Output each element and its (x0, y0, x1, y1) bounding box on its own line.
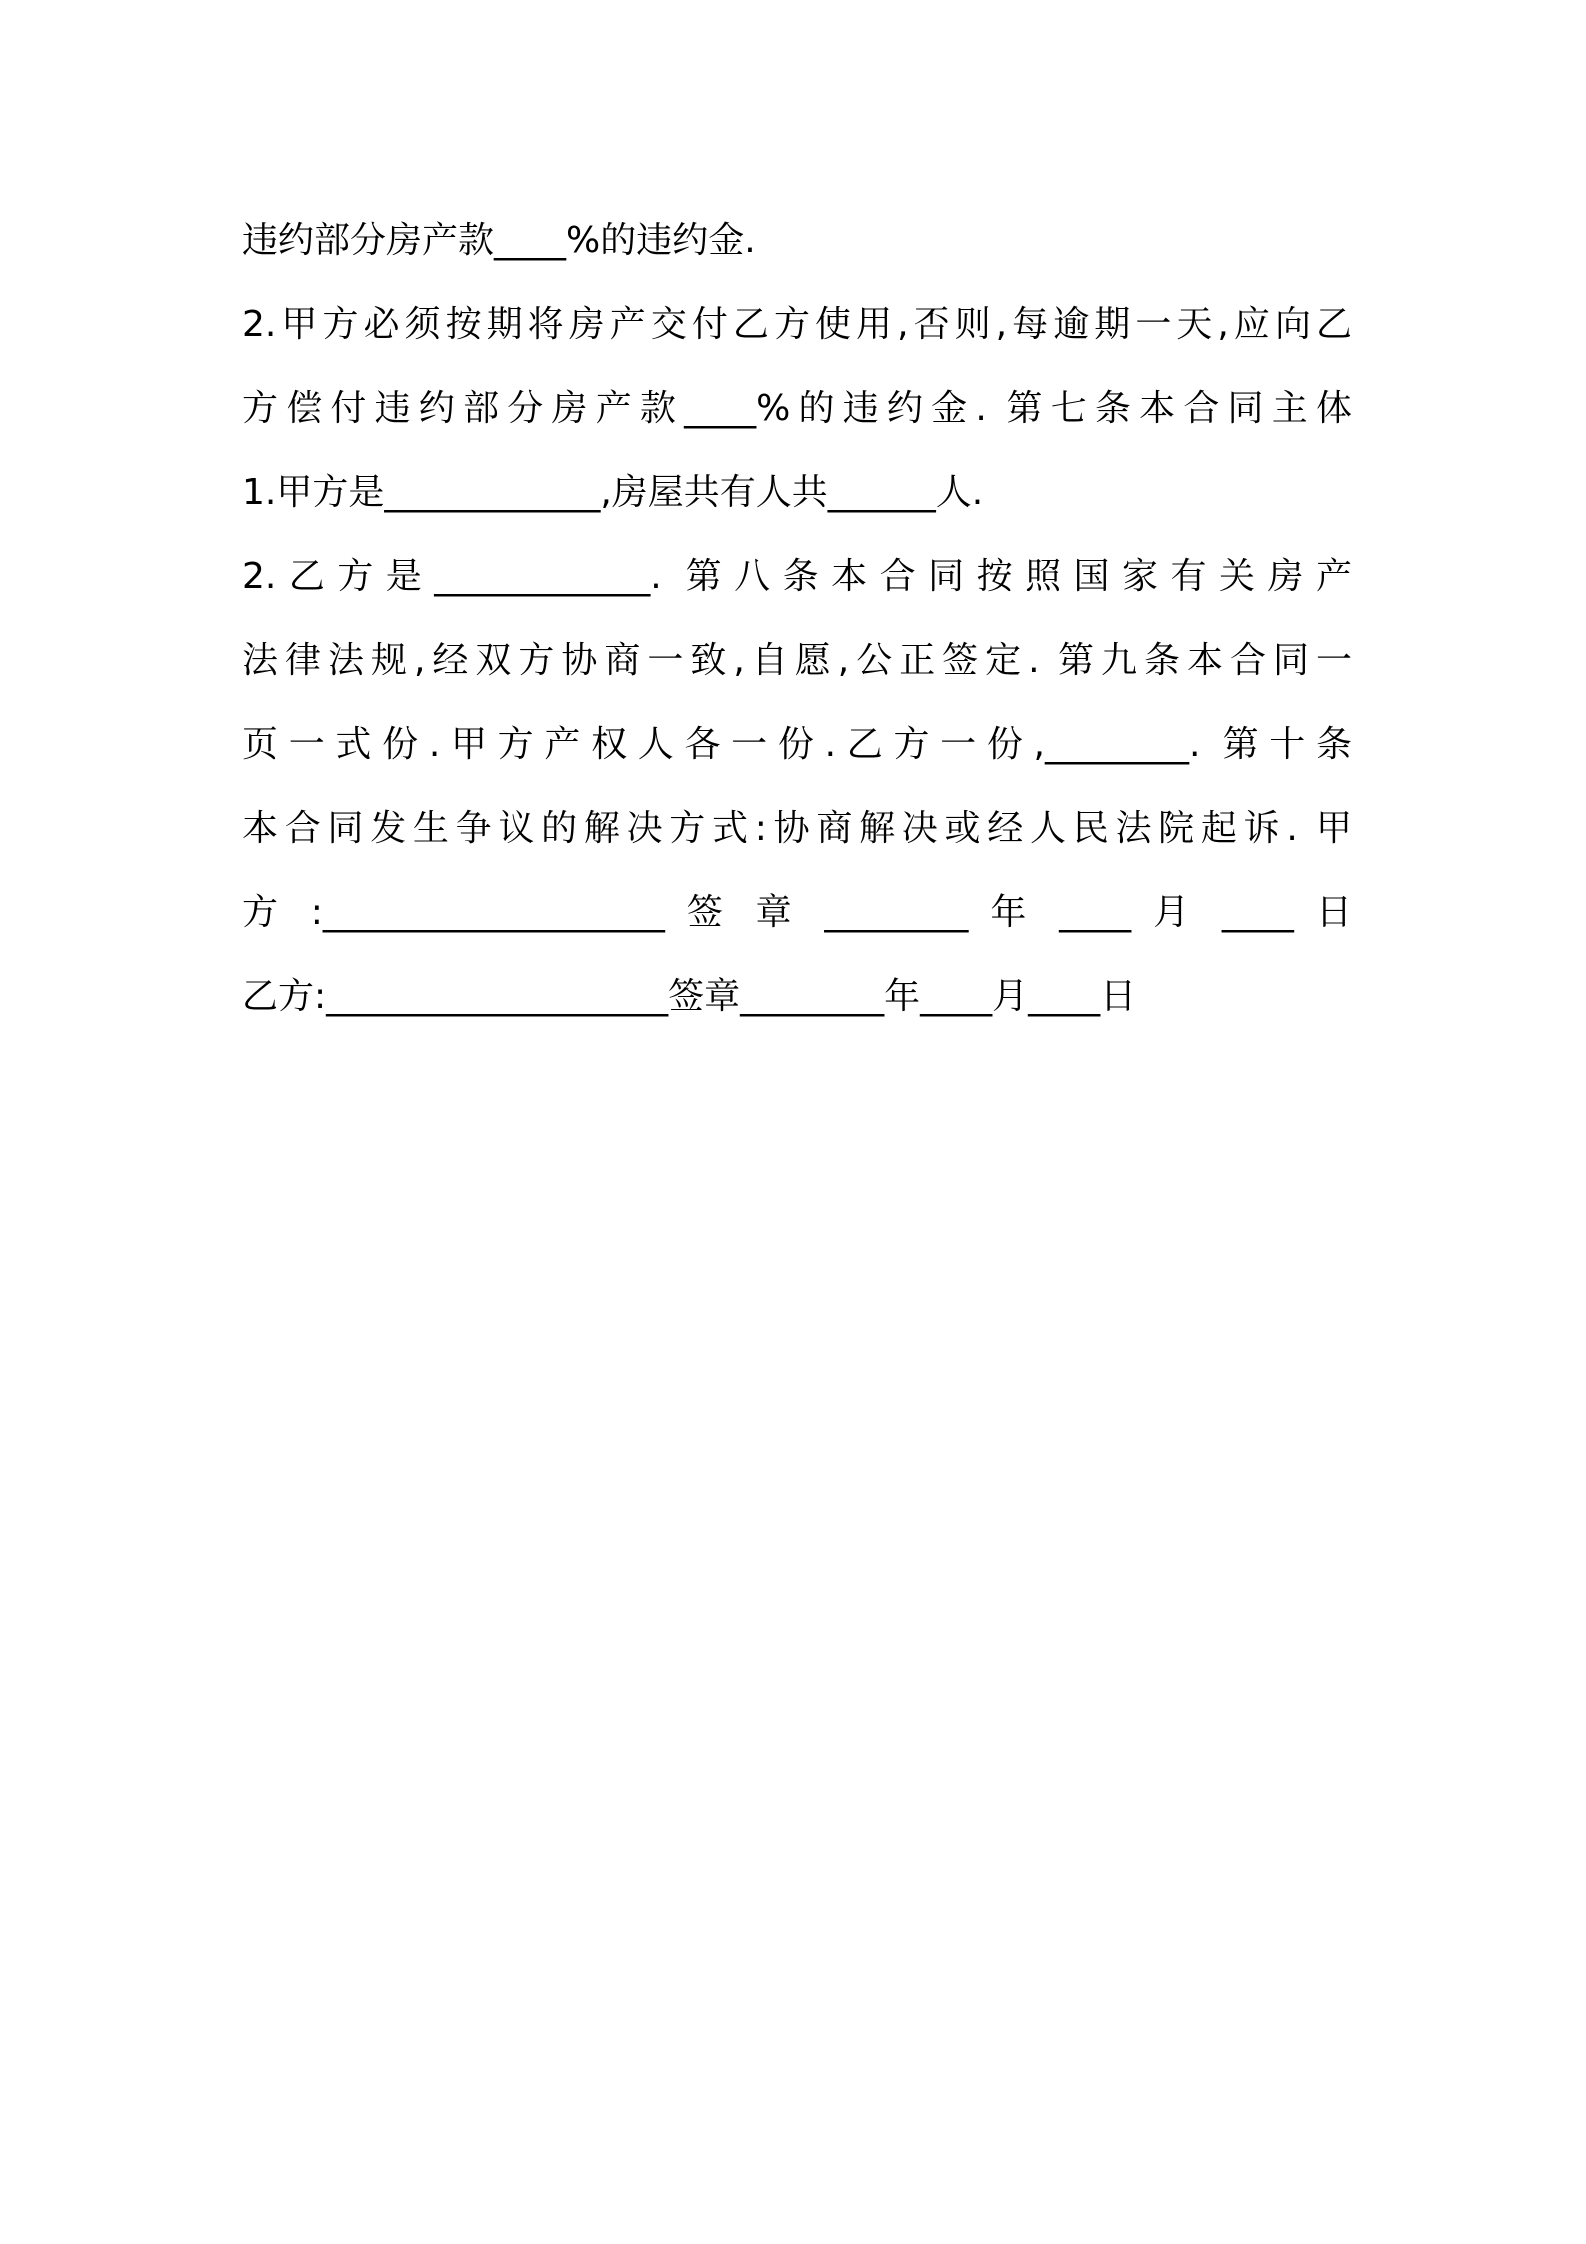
contract-line: 页一式份.甲方产权人各一份.乙方一份,________. 第十条 (242, 724, 1352, 765)
contract-text (242, 199, 1352, 1039)
contract-line: 法律法规,经双方协商一致,自愿,公正签定. 第九条本合同一 (242, 640, 1352, 681)
signature-line-party-a: 方 :___________________ 签 章 ________ 年 ____ 月 ____ 日 (242, 892, 1352, 933)
contract-line: 方偿付违约部分房产款____%的违约金. 第七条本合同主体 (242, 388, 1352, 429)
signature-line-party-b: 乙方:___________________签章________年____月____日 (242, 976, 1137, 1017)
contract-line: 违约部分房产款____%的违约金. (242, 220, 756, 261)
contract-line: 2.乙方是____________. 第八条本合同按照国家有关房产 (242, 556, 1352, 597)
contract-line: 2.甲方必须按期将房产交付乙方使用,否则,每逾期一天,应向乙 (242, 304, 1352, 345)
contract-line: 1.甲方是____________,房屋共有人共______人. (242, 472, 984, 513)
contract-line: 本合同发生争议的解决方式:协商解决或经人民法院起诉. 甲 (242, 808, 1352, 849)
